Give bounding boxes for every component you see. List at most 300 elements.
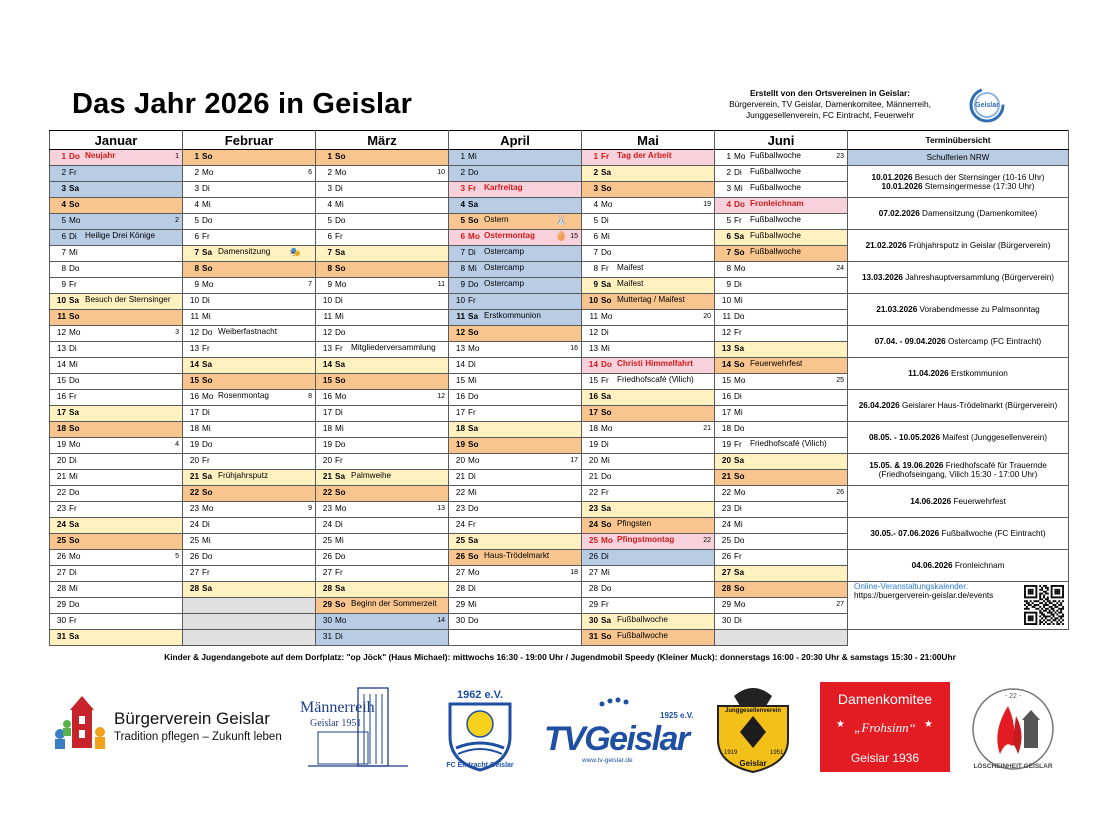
weekday: Di (601, 216, 609, 225)
day-cell (50, 550, 183, 566)
day-number: 18 (455, 424, 465, 433)
overview-line (848, 369, 1068, 378)
damen-logo-name: „Frohsinn“ (854, 720, 916, 735)
calendar-row (50, 486, 1069, 502)
day-cell (183, 230, 316, 246)
day-number: 19 (588, 440, 598, 449)
day-cell (449, 534, 582, 550)
event-icon: 🥚 (555, 231, 567, 241)
weekday: So (69, 200, 80, 209)
day-cell (50, 166, 183, 182)
day-number: 19 (322, 440, 332, 449)
weekday: So (202, 152, 213, 161)
day-cell (316, 550, 449, 566)
day-cell (715, 550, 848, 566)
day-cell (582, 502, 715, 518)
feuerwehr-logo (968, 684, 1058, 774)
weekday: Do (734, 200, 745, 209)
day-number: 20 (322, 456, 332, 465)
overview-text: Jahreshauptversammlung (Bürgerverein) (902, 273, 1055, 282)
weekday: Mi (734, 520, 743, 529)
overview-entry (848, 198, 1069, 230)
day-number: 4 (460, 200, 465, 209)
day-cell (449, 614, 582, 630)
day-number: 15 (721, 376, 731, 385)
day-number: 6 (61, 232, 66, 241)
day-cell (582, 406, 715, 422)
day-number: 11 (323, 312, 332, 321)
day-cell (449, 166, 582, 182)
event-label: Heilige Drei Könige (85, 231, 156, 240)
day-number: 18 (189, 424, 199, 433)
day-cell (50, 422, 183, 438)
week-number: 13 (437, 505, 445, 512)
day-number: 16 (322, 392, 332, 401)
weekday: So (202, 488, 213, 497)
day-cell (449, 230, 582, 246)
day-cell (50, 630, 183, 646)
day-number: 23 (721, 504, 731, 513)
weekday: So (734, 584, 745, 593)
jgv-logo-top: Junggesellenverein (724, 708, 782, 714)
weekday: So (202, 376, 213, 385)
weekday: So (69, 312, 80, 321)
weekday: Mo (601, 424, 613, 433)
day-number: 14 (189, 360, 199, 369)
day-cell (183, 374, 316, 390)
weekday: Sa (69, 408, 80, 417)
weekday: Fr (69, 392, 77, 401)
day-cell (582, 310, 715, 326)
day-cell (715, 582, 848, 598)
day-cell (715, 614, 848, 630)
weekday: Sa (69, 184, 80, 193)
weekday: Fr (734, 328, 742, 337)
day-cell (50, 406, 183, 422)
day-cell (50, 470, 183, 486)
day-cell (316, 342, 449, 358)
event-label: Fußballwoche (750, 151, 801, 160)
weekday: Sa (69, 296, 80, 305)
event-label: Pfingstmontag (617, 535, 675, 544)
overview-date: 26.04.2026 (858, 401, 900, 410)
event-label: Fußballwoche (750, 183, 801, 192)
day-number: 15 (588, 376, 598, 385)
day-number: 20 (56, 456, 66, 465)
weekday: Mo (734, 600, 746, 609)
month-header: Juni (715, 131, 848, 150)
weekday: Do (734, 424, 745, 433)
day-cell (715, 198, 848, 214)
day-number: 17 (721, 408, 731, 417)
tv-geislar-logo (542, 694, 694, 766)
day-cell (715, 438, 848, 454)
event-label: Weiberfastnacht (218, 327, 278, 336)
overview-line (848, 470, 1068, 479)
overview-entry (848, 550, 1069, 582)
day-number: 5 (593, 216, 598, 225)
weekday: Sa (335, 360, 346, 369)
week-number: 12 (437, 393, 445, 400)
day-number: 18 (56, 424, 66, 433)
day-cell (449, 374, 582, 390)
day-number: 24 (588, 520, 598, 529)
overview-entry (848, 422, 1069, 454)
day-number: 21 (189, 472, 199, 481)
week-number: 23 (836, 153, 844, 160)
overview-date: 21.02.2026 (865, 241, 907, 250)
day-number: 27 (588, 568, 598, 577)
weekday: Sa (202, 584, 213, 593)
weekday: Mi (734, 408, 743, 417)
weekday: So (734, 360, 745, 369)
overview-text: Maifest (Junggesellenverein) (940, 433, 1047, 442)
day-number: 29 (721, 600, 731, 609)
day-number: 23 (322, 504, 332, 513)
overview-line (848, 461, 1068, 470)
day-cell (50, 566, 183, 582)
buergerverein-logo-tagline: Tradition pflegen – Zukunft leben (114, 731, 282, 743)
day-cell (50, 518, 183, 534)
overview-date: 08.05. - 10.05.2026 (869, 433, 941, 442)
weekday: Do (468, 616, 479, 625)
day-number: 12 (455, 328, 465, 337)
day-cell (715, 518, 848, 534)
weekday: Do (202, 440, 213, 449)
overview-line (848, 529, 1068, 538)
calendar-row (50, 390, 1069, 406)
event-icon: 🎭 (289, 247, 301, 257)
day-number: 7 (726, 248, 731, 257)
weekday: Mi (734, 184, 743, 193)
day-cell (449, 486, 582, 502)
day-cell (316, 294, 449, 310)
day-cell (582, 518, 715, 534)
day-cell (715, 534, 848, 550)
day-cell (582, 454, 715, 470)
day-cell (50, 310, 183, 326)
day-cell (316, 214, 449, 230)
weekday: Mo (202, 168, 214, 177)
day-number: 23 (588, 504, 598, 513)
weekday: Di (601, 552, 609, 561)
day-cell (316, 246, 449, 262)
day-cell (715, 566, 848, 582)
weekday: Fr (734, 440, 742, 449)
weekday: Mo (335, 168, 347, 177)
day-number: 9 (726, 280, 731, 289)
day-number: 13 (56, 344, 66, 353)
day-number: 25 (322, 536, 332, 545)
day-cell (183, 502, 316, 518)
overview-text: https://buergerverein-geislar.de/events (854, 591, 994, 600)
feuerwehr-logo-number: - 22 - (1004, 693, 1022, 700)
event-label: Ostercamp (484, 247, 525, 256)
day-number: 31 (56, 632, 66, 641)
weekday: Mo (601, 312, 613, 321)
day-cell (316, 518, 449, 534)
weekday: Do (69, 600, 80, 609)
weekday: Mi (601, 232, 610, 241)
day-number: 14 (455, 360, 465, 369)
day-number: 17 (189, 408, 199, 417)
day-number: 24 (322, 520, 332, 529)
day-number: 9 (593, 280, 598, 289)
month-header: Januar (50, 131, 183, 150)
day-number: 26 (455, 552, 465, 561)
day-cell (715, 246, 848, 262)
day-cell (449, 390, 582, 406)
day-number: 1 (460, 152, 465, 161)
day-number: 2 (194, 168, 199, 177)
event-label: Christi Himmelfahrt (617, 359, 693, 368)
day-cell (449, 278, 582, 294)
day-cell (183, 438, 316, 454)
damenkomitee-logo (820, 682, 950, 772)
day-cell (715, 310, 848, 326)
weekday: Mi (69, 472, 78, 481)
day-number: 13 (588, 344, 598, 353)
event-label: Feuerwehrfest (750, 359, 803, 368)
overview-date: 14.06.2026 (910, 497, 952, 506)
day-cell (715, 598, 848, 614)
overview-line (848, 433, 1068, 442)
day-number: 26 (721, 552, 731, 561)
day-cell (449, 454, 582, 470)
day-cell (183, 390, 316, 406)
overview-line (848, 182, 1068, 191)
day-cell (316, 630, 449, 646)
weekday: Fr (202, 232, 210, 241)
day-number: 27 (721, 568, 731, 577)
month-header: April (449, 131, 582, 150)
weekday: Fr (468, 296, 476, 305)
weekday: Fr (468, 408, 476, 417)
day-cell (183, 182, 316, 198)
day-cell (50, 214, 183, 230)
weekday: Sa (601, 616, 612, 625)
weekday: Mo (69, 328, 81, 337)
day-number: 14 (56, 360, 66, 369)
week-number: 5 (175, 553, 179, 560)
tv-logo-url: www.tv-geislar.de (582, 757, 633, 764)
schulferien-legend: Schulferien NRW (848, 150, 1069, 166)
event-label: Fronleichnam (750, 199, 804, 208)
overview-text: Frühjahrsputz in Geislar (Bürgerverein) (906, 241, 1051, 250)
credit-line: Bürgerverein, TV Geislar, Damenkomitee, Männerreih, (729, 99, 931, 109)
day-cell (183, 294, 316, 310)
overview-line (848, 561, 1068, 570)
geislar-small-logo (966, 86, 1008, 124)
weekday: Do (69, 376, 80, 385)
weekday: Mi (335, 536, 344, 545)
day-cell (582, 438, 715, 454)
day-number: 12 (588, 328, 598, 337)
weekday: Di (335, 632, 343, 641)
weekday: Mi (202, 312, 211, 321)
day-cell (316, 278, 449, 294)
weekday: Do (335, 328, 346, 337)
weekday: Do (69, 264, 80, 273)
day-number: 8 (61, 264, 66, 273)
day-cell (316, 438, 449, 454)
week-number: 1 (175, 153, 179, 160)
weekday: Mi (69, 248, 78, 257)
day-cell (715, 166, 848, 182)
overview-text: Erstkommunion (948, 369, 1008, 378)
buergerverein-logo (52, 694, 282, 758)
weekday: Fr (335, 344, 343, 353)
calendar-row (50, 358, 1069, 374)
day-cell (50, 182, 183, 198)
day-cell (50, 294, 183, 310)
day-number: 14 (588, 360, 598, 369)
weekday: Mo (202, 280, 214, 289)
weekday: Sa (202, 472, 213, 481)
geislar-small-logo-text: Geislar (975, 102, 999, 109)
weekday: Sa (734, 232, 745, 241)
qr-code-icon (1024, 585, 1064, 625)
fc-logo-name: FC Eintracht Geislar (446, 762, 514, 769)
overview-line (848, 241, 1068, 250)
day-number: 7 (593, 248, 598, 257)
weekday: Mo (734, 152, 746, 161)
day-cell (50, 582, 183, 598)
event-label: Muttertag / Maifest (617, 295, 685, 304)
weekday: So (601, 408, 612, 417)
day-cell (316, 614, 449, 630)
weekday: Mi (202, 424, 211, 433)
weekday: Sa (468, 424, 479, 433)
weekday: So (202, 264, 213, 273)
day-number: 26 (189, 552, 199, 561)
day-number: 15 (56, 376, 66, 385)
day-number: 19 (56, 440, 66, 449)
overview-entry (848, 262, 1069, 294)
day-number: 27 (189, 568, 199, 577)
jgv-logo-year2: 1951 (770, 750, 784, 756)
day-number: 24 (455, 520, 465, 529)
week-number: 16 (570, 345, 578, 352)
week-number: 8 (308, 393, 312, 400)
day-number: 9 (61, 280, 66, 289)
day-number: 30 (455, 616, 465, 625)
day-number: 2 (593, 168, 598, 177)
weekday: Mo (69, 440, 81, 449)
week-number: 25 (836, 377, 844, 384)
day-number: 22 (721, 488, 731, 497)
weekday: Do (335, 440, 346, 449)
day-cell (316, 374, 449, 390)
day-cell (316, 406, 449, 422)
weekday: Do (468, 168, 479, 177)
day-number: 26 (322, 552, 332, 561)
day-number: 24 (721, 520, 731, 529)
day-number: 22 (189, 488, 199, 497)
day-number: 30 (56, 616, 66, 625)
weekday: Mi (601, 568, 610, 577)
weekday: Di (69, 456, 77, 465)
overview-date: 13.03.2026 (861, 273, 903, 282)
week-number: 22 (703, 537, 711, 544)
day-number: 20 (189, 456, 199, 465)
overview-entry (848, 230, 1069, 262)
weekday: Mi (468, 152, 477, 161)
day-number: 25 (588, 536, 598, 545)
weekday: Mo (202, 392, 214, 401)
week-number: 7 (308, 281, 312, 288)
event-label: Tag der Arbeit (617, 151, 672, 160)
day-number: 10 (322, 296, 332, 305)
month-header: März (316, 131, 449, 150)
day-number: 28 (322, 584, 332, 593)
day-cell (316, 310, 449, 326)
day-number: 2 (61, 168, 66, 177)
day-cell (582, 326, 715, 342)
day-cell (50, 486, 183, 502)
day-number: 29 (588, 600, 598, 609)
jgv-logo-bottom: Geislar (739, 759, 767, 768)
week-number: 20 (703, 313, 711, 320)
weekday: Di (468, 360, 476, 369)
day-cell (183, 582, 316, 598)
weekday: Mo (468, 344, 480, 353)
weekday: Mi (468, 376, 477, 385)
day-cell (316, 566, 449, 582)
event-label: Fußballwoche (617, 615, 668, 624)
weekday: Fr (601, 152, 610, 161)
day-cell (715, 358, 848, 374)
day-number: 17 (588, 408, 598, 417)
day-cell (582, 630, 715, 646)
weekday: So (69, 536, 80, 545)
event-label: Fußballwoche (750, 247, 801, 256)
calendar-row (50, 166, 1069, 182)
day-cell (715, 454, 848, 470)
day-number: 11 (722, 312, 731, 321)
day-cell (50, 454, 183, 470)
day-number: 19 (721, 440, 731, 449)
overview-line (848, 273, 1068, 282)
event-label: Fußballwoche (617, 631, 668, 640)
credit-line: Junggesellenverein, FC Eintracht, Feuerwehr (745, 110, 915, 120)
overview-entry (848, 454, 1069, 486)
weekday: So (734, 248, 745, 257)
weekday: Mi (468, 264, 477, 273)
day-number: 9 (194, 280, 199, 289)
weekday: Di (69, 568, 77, 577)
weekday: Mo (601, 536, 613, 545)
weekday: Di (69, 232, 77, 241)
overview-entry (848, 326, 1069, 358)
day-number: 3 (61, 184, 66, 193)
day-cell (50, 502, 183, 518)
weekday: Fr (69, 280, 77, 289)
overview-text: (Friedhofseingang, Vilich 15:30 - 17:00 Uhr) (878, 469, 1038, 479)
day-number: 5 (61, 216, 66, 225)
day-number: 20 (455, 456, 465, 465)
day-cell (183, 566, 316, 582)
day-number: 30 (322, 616, 332, 625)
overview-entry (848, 294, 1069, 326)
weekday: Mi (468, 488, 477, 497)
day-number: 13 (455, 344, 465, 353)
day-number: 26 (56, 552, 66, 561)
day-cell (50, 246, 183, 262)
day-number: 26 (588, 552, 598, 561)
overview-date: 11.04.2026 (908, 369, 949, 378)
day-number: 16 (189, 392, 199, 401)
